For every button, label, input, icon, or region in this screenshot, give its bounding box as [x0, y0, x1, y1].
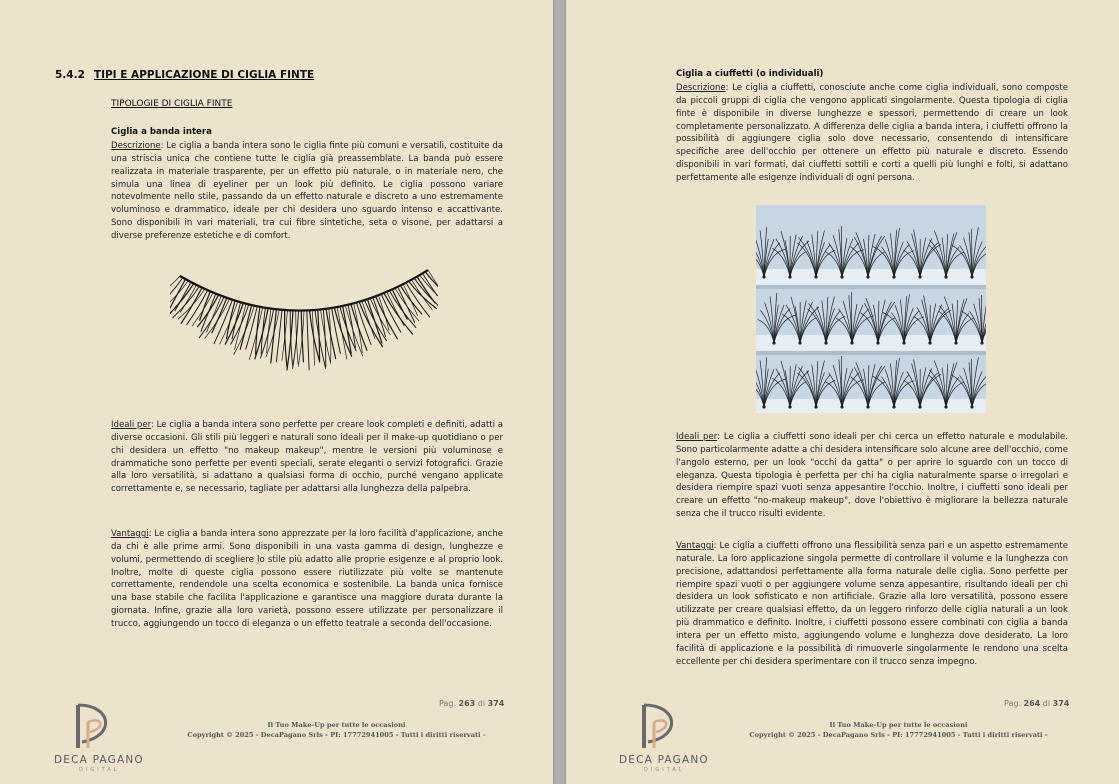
footer-tagline: Il Tuo Make-Up per tutte le occasioni — [829, 721, 968, 729]
ideali-label: Ideali per — [676, 432, 718, 442]
item-title: Ciglia a banda intera — [111, 127, 212, 137]
vantaggi-text: : Le ciglia a ciuffetti offrono una flessibilità senza pari e un aspetto estremamente naturale. La loro applicazione singola permette di controllare il volume e la lunghezza con precisione, adattandosi perfettamente alla forma naturale delle ciglia. Sono perfette per riempire spazi vuoti o per aggiungere volume senza appesantire, risultando ideali per chi desidera un look sofisticato e non artificiale. Grazie alla loro versatilità, possono essere utilizzate per creare qualsiasi effetto, da un leggero rinforzo delle ciglia naturali a un look più drammatico e definito. Inoltre, i ciuffetti possono essere combinati con ciglia a banda intera per un effetto misto, aggiungendo volume e lunghezza dove desiderato. La loro facilità di applicazione e la possibilità di rimuoverle singolarmente le rendono una scelta eccellente per chi desidera sperimentare con il trucco senza impegno. — [676, 541, 1068, 667]
page-number: Pag. 264 di 374 — [1004, 699, 1070, 708]
logo-sub: DIGITAL — [644, 767, 685, 773]
ideali-text: : Le ciglia a banda intera sono perfette per creare look completi e definiti, adatti a diverse occasioni. Gli stili più leggeri e naturali sono ideali per il make-up quotidiano o per chi desidera un effetto "no makeup makeup", mentre le versioni più voluminose e drammatiche sono perfette per eventi speciali, serate eleganti o servizi fotografici. Grazie alla loro versatilità, si adattano a qualsiasi forma di occhio, purché vengano applicate correttamente e, se necessario, tagliate per adattarsi alla lunghezza della palpebra. — [111, 420, 503, 495]
ideali-text: : Le ciglia a ciuffetti sono ideali per chi cerca un effetto naturale e modulabile. Sono particolarmente adatte a chi desidera intensificare solo alcune aree dell'occhio, come l'angolo esterno, per un look "occhi da gatta" o per aprire lo sguardo con un tocco di eleganza. Questa tipologia è perfetta per chi ha ciglia naturalmente sparse o irregolari e desidera riempire spazi vuoti senza appesantire l'occhio. Inoltre, i ciuffetti sono ideali per creare un effetto "no-makeup makeup", dove l'obiettivo è migliorare la bellezza naturale senza che il trucco risulti evidente. — [676, 432, 1068, 520]
strip-lash-image — [170, 262, 438, 392]
footer-copyright: Copyright © 2025 - DecaPagano Srls - PI: 17772941005 - Tutti i diritti riservati - — [187, 731, 486, 739]
footer-tagline: Il Tuo Make-Up per tutte le occasioni — [267, 721, 406, 729]
logo-name: DECA PAGANO — [54, 754, 144, 766]
page-total: 374 — [1052, 699, 1070, 708]
page-current: 264 — [1023, 699, 1041, 708]
footer — [60, 720, 613, 740]
descrizione-label: Descrizione — [676, 83, 726, 93]
page-number: Pag. 263 di 374 — [439, 699, 505, 708]
vantaggi-label: Vantaggi — [676, 541, 714, 551]
ideali-label: Ideali per — [111, 420, 151, 430]
paragraph-descrizione — [676, 82, 1068, 185]
dp-logo-icon — [72, 702, 118, 756]
descrizione-text: : Le ciglia a banda intera sono le ciglia finte più comuni e versatili, costituite da una striscia unica che contiene tutte le ciglia già preassemblate. La banda può essere realizzata in materiale trasparente, per un effetto più naturale, o in materiale nero, che simula una linea di eyeliner per un look più definito. Le ciglia possono variare notevolmente nello stile, passando da un effetto naturale e discreto a uno estremamente voluminoso e drammatico, ideale per chi desidera uno sguardo intenso e accattivante. Sono disponibili in vari materiali, tra cui fibre sintetiche, seta o visone, per adattarsi a diverse preferenze estetiche e di comfort. — [111, 141, 503, 241]
item-title: Ciglia a ciuffetti (o individuali) — [676, 69, 824, 79]
page-total: 374 — [487, 699, 505, 708]
dp-logo-icon — [638, 702, 684, 756]
vantaggi-text: : Le ciglia a banda intera sono apprezzate per la loro facilità d'applicazione, anche da chi è alle prime armi. Sono disponibili in una vasta gamma di design, lunghezze e volumi, permettendo di scegliere lo stile più adatto alle proprie esigenze e al proprio look. Inoltre, molte di queste ciglia possono essere riutilizzate più volte se mantenute correttamente, rendendole una scelta economica e sostenibile. La banda unica fornisce una base stabile che facilita l'applicazione e garantisce una maggiore durata durante la giornata. Infine, grazie alla loro varietà, possono essere utilizzate per personalizzare il trucco, aggiungendo un tocco di eleganza o un effetto teatrale a seconda dell'occasione. — [111, 529, 503, 629]
section-number: 5.4.2 — [55, 69, 85, 81]
footer-copyright: Copyright © 2025 - DecaPagano Srls - PI: 17772941005 - Tutti i diritti riservati - — [749, 731, 1048, 739]
paragraph-vantaggi — [111, 528, 503, 631]
subheading: TIPOLOGIE DI CIGLIA FINTE — [111, 99, 233, 109]
section-heading — [55, 69, 314, 81]
descrizione-label: Descrizione — [111, 141, 161, 151]
cluster-lash-image — [756, 205, 986, 413]
document-page-264 — [566, 0, 1119, 784]
footer — [622, 720, 1119, 740]
vantaggi-label: Vantaggi — [111, 529, 149, 539]
descrizione-text: : Le ciglia a ciuffetti, conosciute anche come ciglia individuali, sono composte da piccoli gruppi di ciglia che vengono applicati singolarmente. Questa tipologia di ciglia finte è disponibile in diverse lunghezze e spessori, permettendo di creare un look completamente personalizzato. A differenza delle ciglia a banda intera, i ciuffetti offrono la possibilità di aggiungere ciglia solo dove necessario, consentendo di intensificare specifiche aree dell'occhio per ottenere un effetto più naturale e discreto. Essendo disponibili in vari formati, dai ciuffetti sottili e corti a quelli più lunghi e folti, si adattano perfettamente alle esigenze individuali di ogni persona. — [676, 83, 1068, 183]
page-current: 263 — [458, 699, 476, 708]
logo-sub: DIGITAL — [79, 767, 120, 773]
section-title: TIPI E APPLICAZIONE DI CIGLIA FINTE — [93, 69, 315, 81]
logo-name: DECA PAGANO — [619, 754, 709, 766]
paragraph-vantaggi — [676, 540, 1068, 668]
document-page-263 — [0, 0, 553, 784]
paragraph-descrizione — [111, 140, 503, 243]
paragraph-ideali — [676, 431, 1068, 521]
paragraph-ideali — [111, 419, 503, 496]
